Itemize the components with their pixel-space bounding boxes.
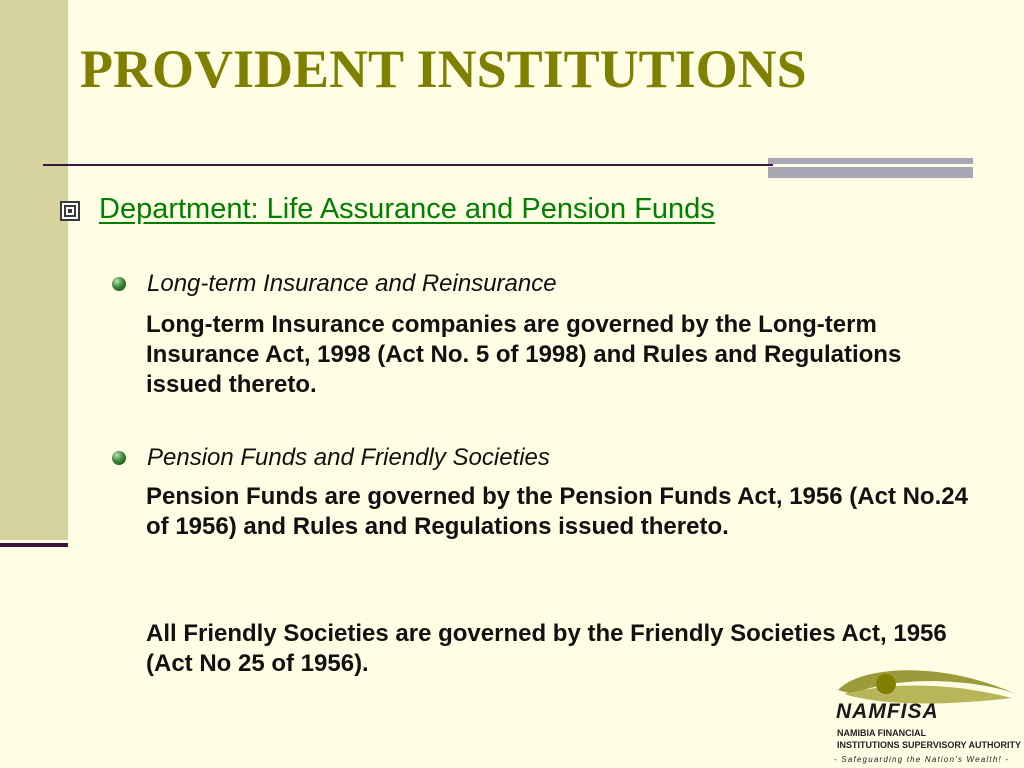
logo-subtitle-1: NAMIBIA FINANCIAL bbox=[837, 728, 927, 738]
square-spiral-icon bbox=[60, 201, 80, 221]
item-body: Long-term Insurance companies are governed by the Long-term Insurance Act, 1998 (Act No. 5 of 1998) and Rules and Regulations issued thereto. bbox=[146, 311, 902, 398]
list-item bbox=[112, 270, 557, 298]
logo-tagline: - Safeguarding the Nation's Wealth! - bbox=[834, 755, 1010, 764]
sidebar-base-line bbox=[0, 543, 68, 547]
list-item bbox=[112, 444, 550, 472]
title-divider bbox=[43, 164, 773, 166]
item-heading: Long-term Insurance and Reinsurance bbox=[147, 270, 557, 297]
logo-name: NAMFISA bbox=[836, 700, 939, 723]
department-row bbox=[60, 193, 715, 226]
title-divider-accent bbox=[768, 158, 973, 178]
extra-paragraph: All Friendly Societies are governed by the Friendly Societies Act, 1956 (Act No 25 of 1956). bbox=[146, 620, 947, 677]
department-heading: Department: Life Assurance and Pension Funds bbox=[99, 193, 715, 225]
sidebar-band bbox=[0, 0, 68, 540]
green-ball-icon bbox=[112, 451, 126, 465]
item-heading: Pension Funds and Friendly Societies bbox=[147, 444, 550, 471]
namfisa-logo bbox=[830, 660, 1022, 766]
item-body: Pension Funds are governed by the Pension Funds Act, 1956 (Act No.24 of 1956) and Rules and Regulations issued thereto. bbox=[146, 483, 968, 540]
green-ball-icon bbox=[112, 277, 126, 291]
slide-title: PROVIDENT INSTITUTIONS bbox=[80, 39, 807, 99]
logo-subtitle-2: INSTITUTIONS SUPERVISORY AUTHORITY bbox=[837, 740, 1022, 750]
